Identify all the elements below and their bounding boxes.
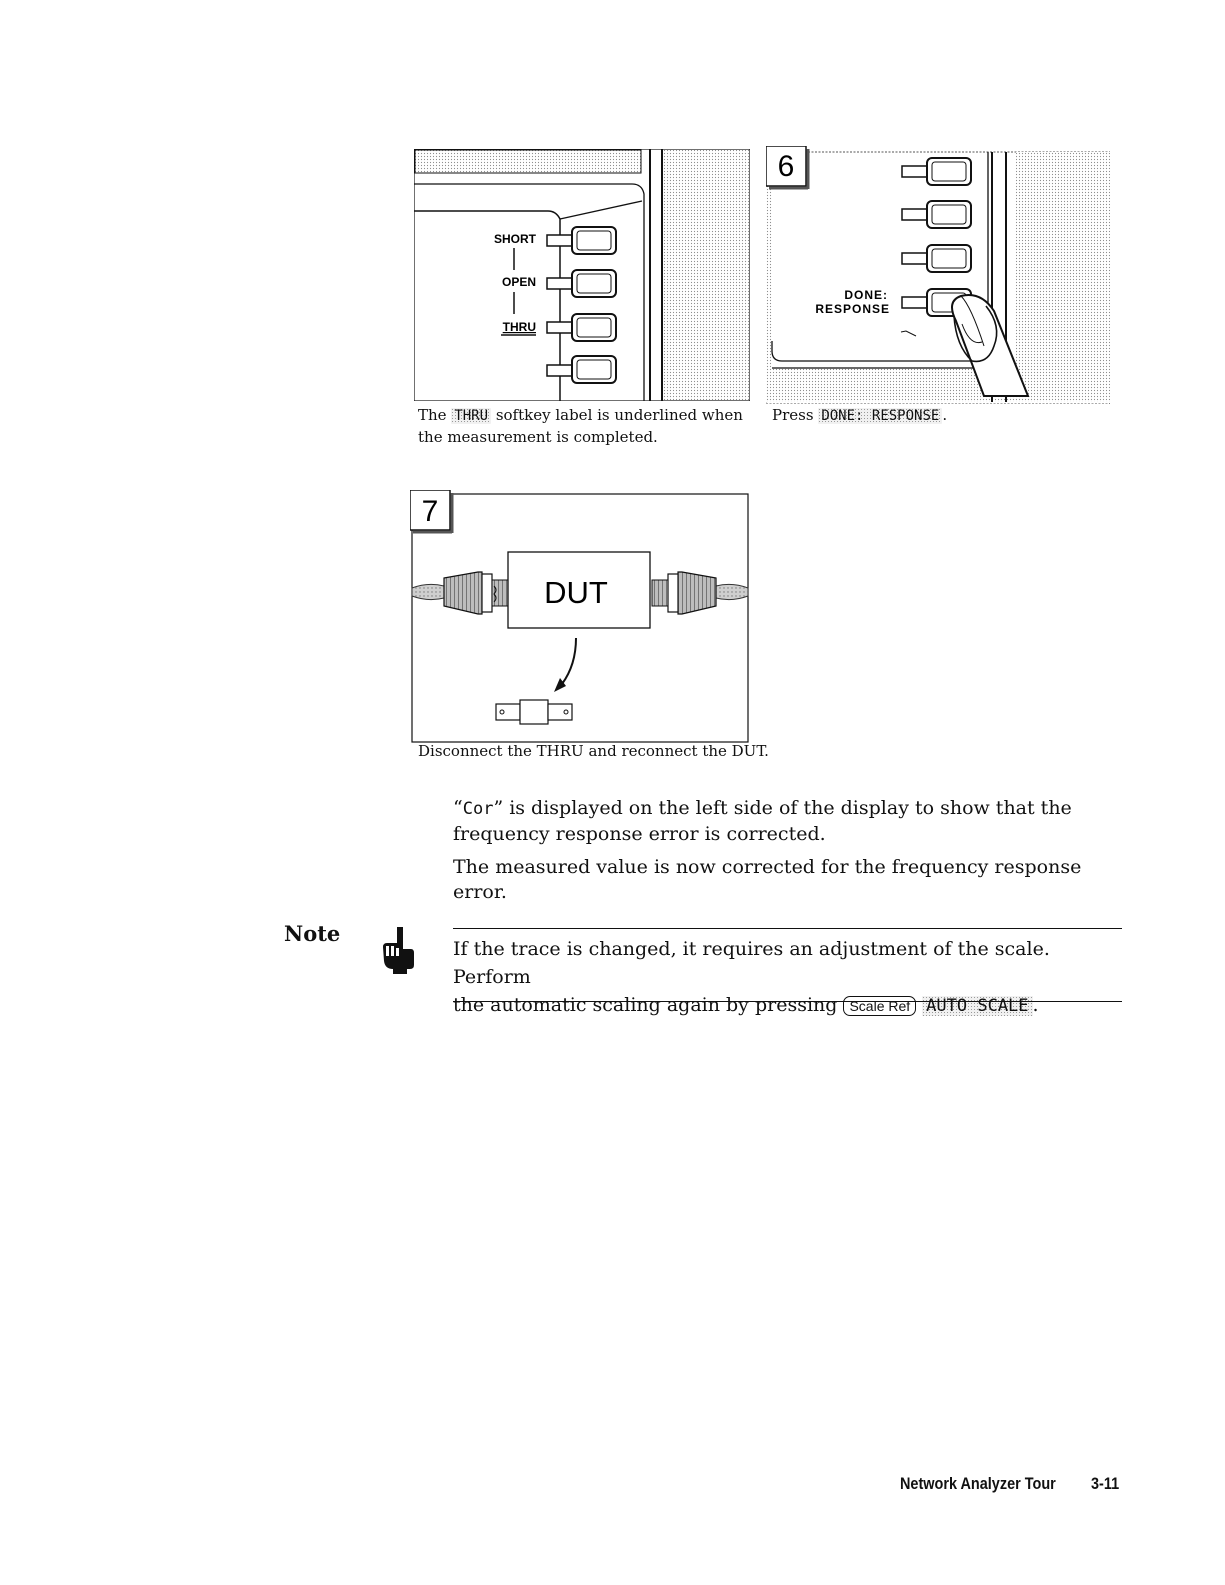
softkey-label-response: RESPONSE <box>815 302 890 316</box>
softkey-label-short: SHORT <box>494 232 536 246</box>
figure-right-caption: Press DONE: RESPONSE . <box>772 406 948 424</box>
figure-dut-caption: Disconnect the THRU and reconnect the DUT. <box>418 742 769 760</box>
thru-adapter <box>496 700 572 724</box>
paragraph-cor: “Cor” is displayed on the left side of the display to show that the frequency response error is corrected. <box>453 797 1072 845</box>
step-number-6: 6 <box>777 150 795 183</box>
dut-label: DUT <box>544 575 608 610</box>
softkey-label-open: OPEN <box>501 275 536 289</box>
softkey-thru: THRU <box>451 408 491 424</box>
note-top-rule <box>453 928 1122 929</box>
pointing-hand-icon <box>381 925 415 975</box>
auto-scale-softkey[interactable]: AUTO SCALE <box>922 996 1032 1016</box>
step-number-7: 7 <box>421 495 439 528</box>
softkey-label-thru: THRU <box>502 320 536 334</box>
softkey-done-response: DONE: RESPONSE <box>818 408 942 424</box>
scale-ref-key[interactable]: Scale Ref <box>843 996 916 1016</box>
footer-section-title: Network Analyzer Tour <box>900 1474 1056 1493</box>
cor-code: Cor <box>462 799 494 819</box>
paragraph-corrected: The measured value is now corrected for the frequency response error. <box>453 856 1082 903</box>
note-bottom-rule <box>453 1001 1122 1002</box>
note-label: Note <box>284 921 341 946</box>
softkey-figure-left <box>414 149 750 401</box>
dut-connection-figure <box>410 490 752 746</box>
note-text: If the trace is changed, it requires an adjustment of the scale. Perform the automatic scaling again by pressing Scale Ref AUTO SCALE . <box>453 938 1050 1016</box>
footer-page-number: 3-11 <box>1091 1474 1120 1493</box>
figure-left-caption: The THRU softkey label is underlined when the measurement is completed. <box>418 406 743 446</box>
softkey-figure-right <box>766 146 1110 404</box>
softkey-label-done: DONE: <box>844 288 888 302</box>
